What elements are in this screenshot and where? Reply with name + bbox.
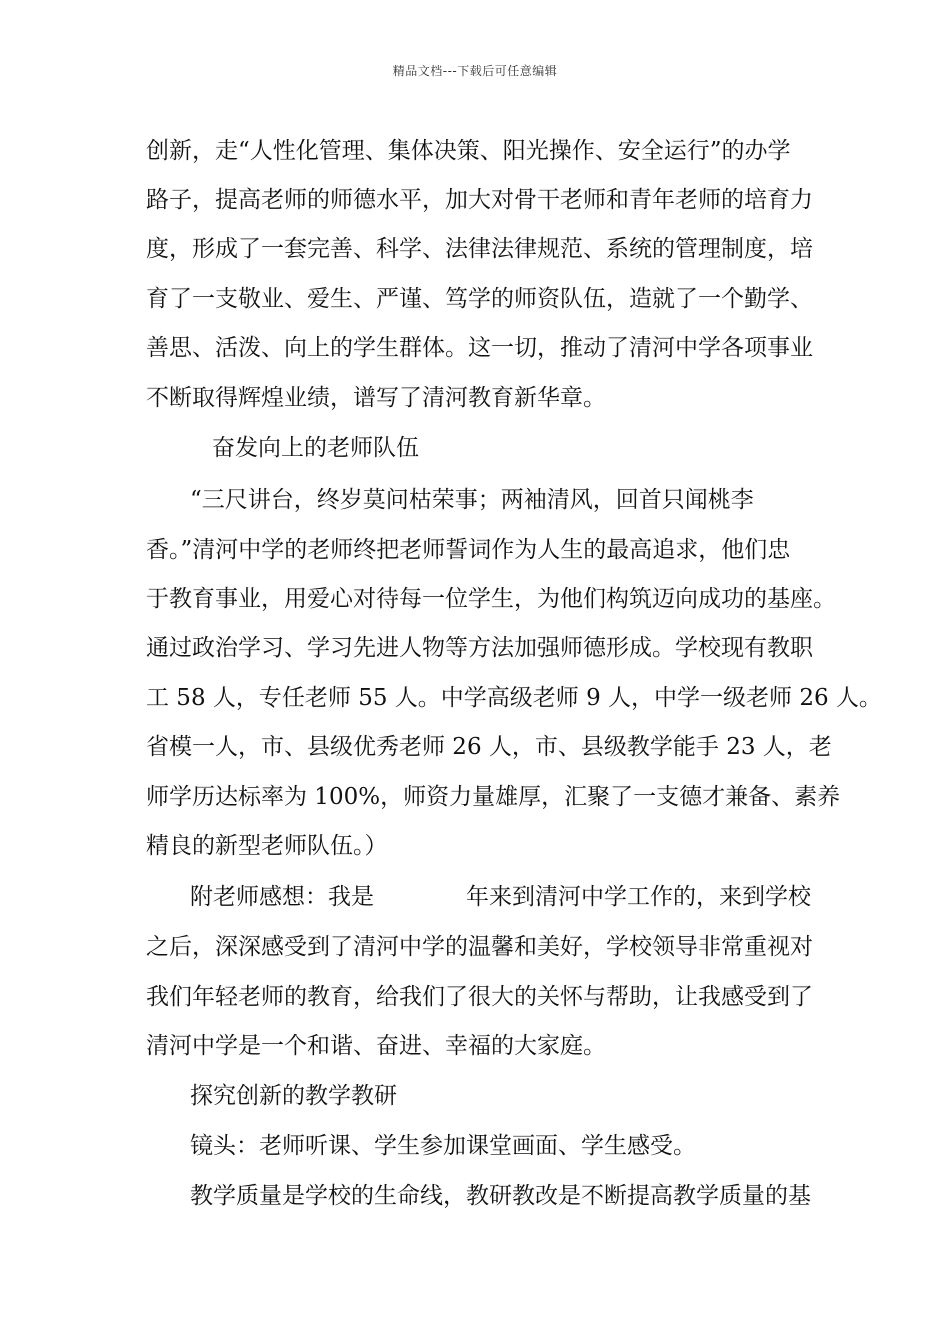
paragraph-line: 清河中学是一个和谐、奋进、幸福的大家庭。 <box>146 1033 606 1059</box>
paragraph-line: 度，形成了一套完善、科学、法律法律规范、系统的管理制度，培 <box>146 236 813 262</box>
paragraph-line: 路子，提高老师的师德水平，加大对骨干老师和青年老师的培育力 <box>146 187 813 213</box>
paragraph-line: 我们年轻老师的教育，给我们了很大的关怀与帮助，让我感受到了 <box>146 984 813 1010</box>
paragraph-line: 镜头：老师听课、学生参加课堂画面、学生感受。 <box>190 1133 696 1159</box>
paragraph-line: 工 58 人，专任老师 55 人。中学高级老师 9 人，中学一级老师 26 人。 <box>146 685 882 711</box>
paragraph-line: 师学历达标率为 100%，师资力量雄厚，汇聚了一支德才兼备、素养 <box>146 784 841 810</box>
paragraph-line: 香。”清河中学的老师终把老师誓词作为人生的最高追求，他们忠 <box>146 537 791 563</box>
paragraph-line: 育了一支敬业、爱生、严谨、笃学的师资队伍，造就了一个勤学、 <box>146 286 813 312</box>
paragraph-line: 善思、活泼、向上的学生群体。这一切，推动了清河中学各项事业 <box>146 335 813 361</box>
paragraph-line: 通过政治学习、学习先进人物等方法加强师德形成。学校现有教职 <box>146 635 813 661</box>
section-heading: 奋发向上的老师队伍 <box>212 435 419 461</box>
paragraph-line: 之后，深深感受到了清河中学的温馨和美好，学校领导非常重视对 <box>146 934 813 960</box>
paragraph-line: 精良的新型老师队伍。） <box>146 833 388 859</box>
section-heading: 探究创新的教学教研 <box>190 1083 397 1109</box>
paragraph-line: 创新，走“人性化管理、集体决策、阳光操作、安全运行”的办学 <box>146 138 791 164</box>
paragraph-line: 教学质量是学校的生命线，教研教改是不断提高教学质量的基 <box>190 1183 811 1209</box>
paragraph-line: 省模一人，市、县级优秀老师 26 人，市、县级教学能手 23 人，老 <box>146 734 832 760</box>
paragraph-line: 不断取得辉煌业绩，谱写了清河教育新华章。 <box>146 385 606 411</box>
paragraph-line: “三尺讲台，终岁莫问枯荣事；两袖清风，回首只闻桃李 <box>190 487 754 513</box>
page-header: 精品文档---下载后可任意编辑 <box>392 64 558 78</box>
paragraph-text: 年来到清河中学工作的，来到学校 <box>466 884 811 910</box>
paragraph-line <box>190 882 811 912</box>
paragraph-text: 附老师感想：我是 <box>190 884 374 910</box>
paragraph-line: 于教育事业，用爱心对待每一位学生，为他们构筑迈向成功的基座。 <box>146 586 836 612</box>
